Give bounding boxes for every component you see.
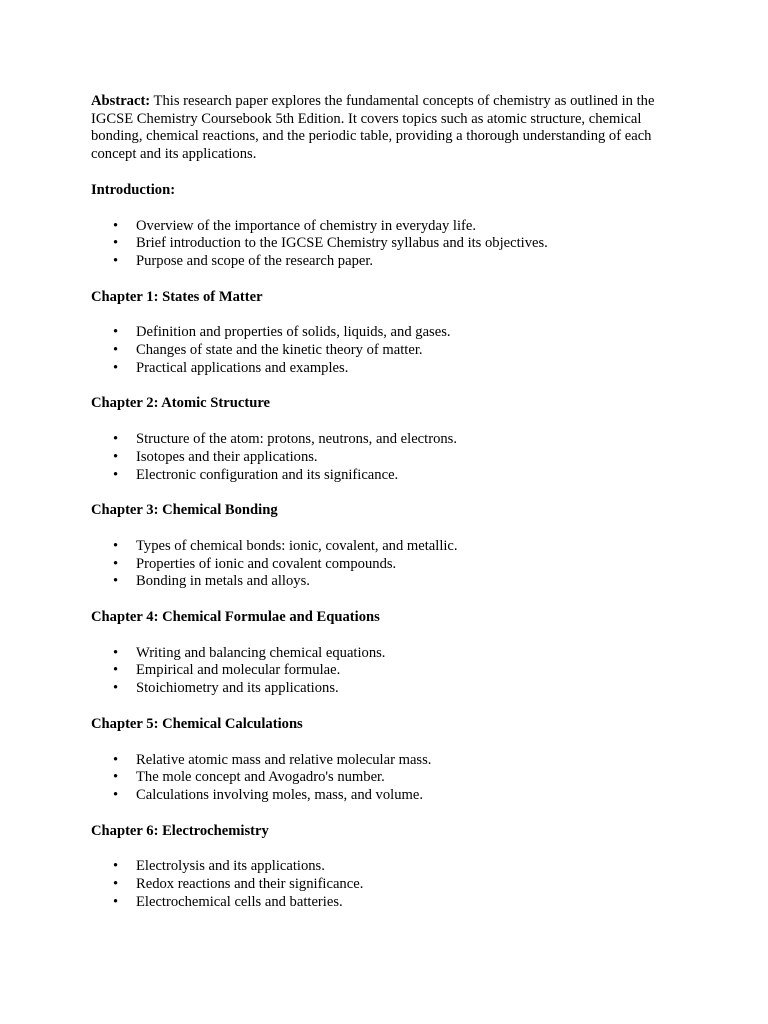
bullet-list [91,431,691,484]
bullet-list [91,538,691,591]
list-item [91,449,691,467]
list-item [91,556,691,574]
bullet-icon: • [113,876,119,893]
list-item [91,360,691,378]
section-heading: Chapter 3: Chemical Bonding [91,502,278,519]
list-item-text: Calculations involving moles, mass, and volume. [136,786,423,803]
list-item [91,858,691,876]
list-item [91,680,691,698]
bullet-list [91,218,691,271]
bullet-icon: • [113,359,119,376]
list-item-text: Brief introduction to the IGCSE Chemistry syllabus and its objectives. [136,235,548,252]
bullet-icon: • [113,662,119,679]
list-item [91,235,691,253]
list-item-text: The mole concept and Avogadro's number. [136,769,385,786]
document-page [91,93,691,930]
bullet-icon: • [113,786,119,803]
list-item-text: Changes of state and the kinetic theory of matter. [136,342,423,359]
bullet-icon: • [113,324,119,341]
list-item-text: Purpose and scope of the research paper. [136,252,374,269]
list-item [91,894,691,912]
list-item [91,645,691,663]
list-item [91,752,691,770]
sections-container [91,182,691,912]
bullet-list [91,645,691,698]
list-item-text: Properties of ionic and covalent compounds. [136,555,397,572]
bullet-icon: • [113,555,119,572]
bullet-icon: • [113,448,119,465]
bullet-icon: • [113,769,119,786]
section-heading: Chapter 4: Chemical Formulae and Equations [91,609,380,626]
bullet-icon: • [113,252,119,269]
list-item [91,324,691,342]
bullet-icon: • [113,751,119,768]
list-item [91,538,691,556]
section-heading: Chapter 5: Chemical Calculations [91,715,303,732]
list-item-text: Practical applications and examples. [136,359,349,376]
list-item-text: Overview of the importance of chemistry in everyday life. [136,217,476,234]
list-item-text: Bonding in metals and alloys. [136,573,310,590]
list-item-text: Empirical and molecular formulae. [136,662,341,679]
bullet-icon: • [113,573,119,590]
bullet-list [91,752,691,805]
list-item-text: Relative atomic mass and relative molecular mass. [136,751,432,768]
list-item-text: Electronic configuration and its significance. [136,466,399,483]
bullet-icon: • [113,680,119,697]
list-item [91,573,691,591]
section-heading: Chapter 2: Atomic Structure [91,395,271,412]
list-item-text: Isotopes and their applications. [136,448,318,465]
bullet-icon: • [113,235,119,252]
list-item-text: Redox reactions and their significance. [136,876,364,893]
abstract-paragraph [91,93,691,164]
bullet-icon: • [113,893,119,910]
list-item [91,662,691,680]
abstract-label: Abstract: [91,93,151,109]
bullet-icon: • [113,858,119,875]
list-item [91,769,691,787]
bullet-icon: • [113,217,119,234]
section-heading: Introduction: [91,181,176,198]
list-item [91,342,691,360]
list-item-text: Electrolysis and its applications. [136,858,325,875]
section-heading: Chapter 6: Electrochemistry [91,822,269,839]
list-item [91,787,691,805]
list-item [91,467,691,485]
bullet-list [91,324,691,377]
list-item [91,218,691,236]
bullet-list [91,858,691,911]
bullet-icon: • [113,466,119,483]
list-item [91,431,691,449]
list-item-text: Definition and properties of solids, liquids, and gases. [136,324,451,341]
list-item-text: Types of chemical bonds: ionic, covalent, and metallic. [136,537,458,554]
bullet-icon: • [113,431,119,448]
section-heading: Chapter 1: States of Matter [91,288,263,305]
list-item-text: Electrochemical cells and batteries. [136,893,343,910]
list-item [91,253,691,271]
abstract-text: This research paper explores the fundamental concepts of chemistry as outlined in the IGCSE Chemistry Coursebook 5th Edition. It covers topics such as atomic structure, chemical bonding, chemical reactions, and the periodic table, providing a thorough understanding of each concept and its applications. [91,93,655,163]
bullet-icon: • [113,537,119,554]
list-item-text: Stoichiometry and its applications. [136,680,339,697]
list-item-text: Writing and balancing chemical equations. [136,644,386,661]
list-item [91,876,691,894]
bullet-icon: • [113,644,119,661]
bullet-icon: • [113,342,119,359]
list-item-text: Structure of the atom: protons, neutrons, and electrons. [136,431,457,448]
